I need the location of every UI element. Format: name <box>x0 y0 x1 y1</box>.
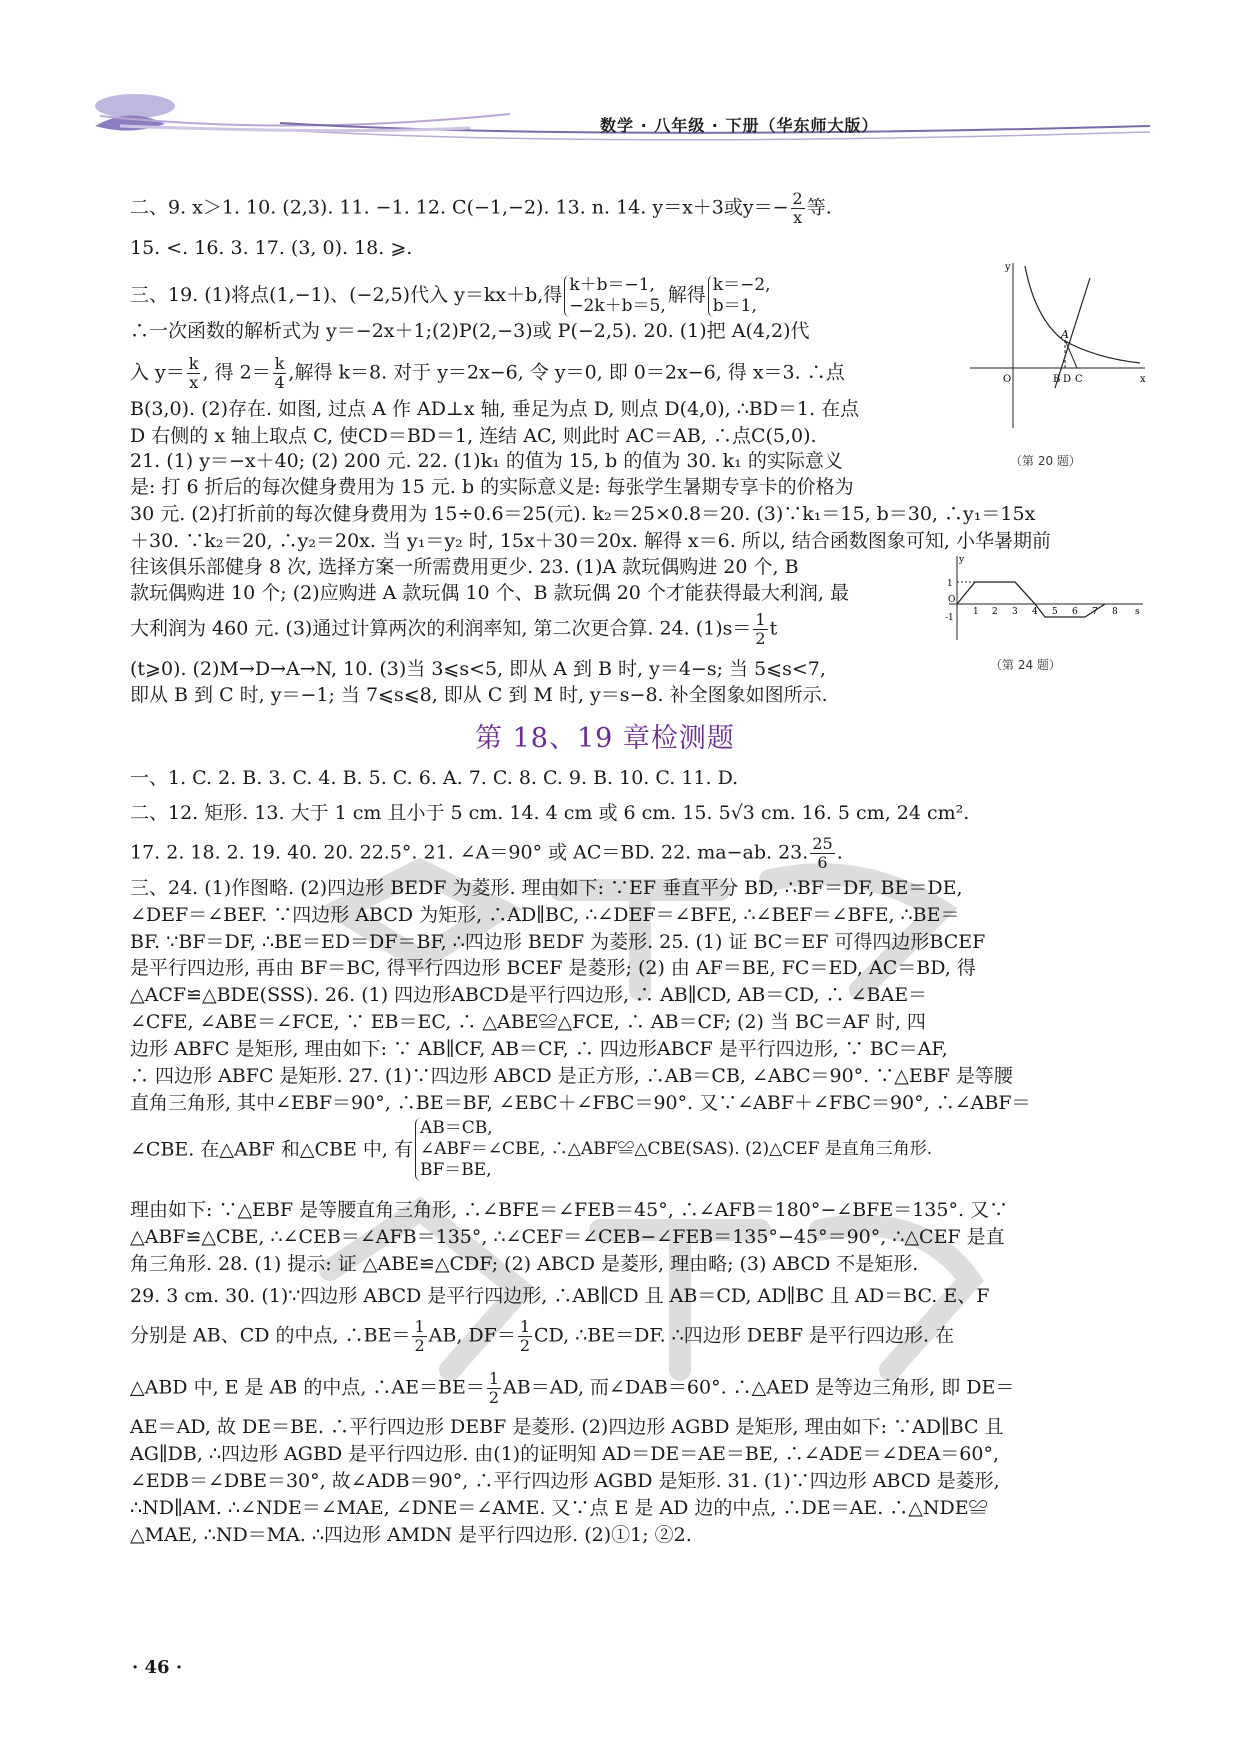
axis-label-y: y <box>959 555 965 565</box>
equation-system: AB＝CB, ∠ABF＝∠CBE, ∴△ABF≌△CBE(SAS). (2)△CEF 是直角三角形. BF＝BE, <box>415 1118 932 1181</box>
origin-label: O <box>948 595 956 605</box>
point-label-c: C <box>1075 374 1083 385</box>
answer-line: 30 元. (2)打折前的每次健身费用为 15÷0.6＝25(元). k₂＝25×0.8＝20. (3)∵k₁＝15, b＝30, ∴y₁＝15x <box>130 503 1036 525</box>
axis-label-s: s <box>1135 607 1140 617</box>
answer-line: 二、12. 矩形. 13. 大于 1 cm 且小于 5 cm. 14. 4 cm 或 6 cm. 15. 5√3 cm. 16. 5 cm, 24 cm². <box>130 802 970 824</box>
answer-line: 17. 2. 18. 2. 19. 40. 20. 22.5°. 21. ∠A＝90° 或 AC＝BD. 22. ma−ab. 23. $\frac{25}{6}$ . <box>130 834 843 872</box>
tick-label: 3 <box>1012 607 1018 617</box>
answer-line: ∴ 四边形 ABFC 是矩形. 27. (1)∵四边形 ABCD 是正方形, ∴AB＝CB, ∠ABC＝90°. ∵△EBF 是等腰 <box>130 1065 1013 1087</box>
answer-line: 三、19. (1)将点(1,−1)、(−2,5)代入 y＝kx＋b,得 k＋b＝−1, −2k＋b＝5, 解得 k＝−2, b＝1, <box>130 275 771 316</box>
answer-line: 一、1. C. 2. B. 3. C. 4. B. 5. C. 6. A. 7. C. 8. C. 9. B. 10. C. 11. D. <box>130 767 739 789</box>
answer-line: 入 y＝ $\frac{k}{x}$ , 得 2＝ $\frac{k}{4}$ ,解得 k＝8. 对于 y＝2x−6, 令 y＝0, 即 0＝2x−6, 得 x＝3. ∴点 <box>130 354 845 392</box>
answer-line: 是: 打 6 折后的每次健身费用为 15 元. b 的实际意义是: 每张学生暑期专享卡的价格为 <box>130 476 854 498</box>
answer-line: ∠DEF＝∠BEF. ∵四边形 ABCD 为矩形, ∴AD∥BC, ∴∠DEF＝∠BFE, ∴∠BEF＝∠BFE, ∴BE＝ <box>130 904 960 926</box>
answer-line: △ABD 中, E 是 AB 的中点, ∴AE＝BE＝ $\frac{1}{2}$ AB＝AD, 而∠DAB＝60°. ∴△AED 是等边三角形, 即 DE＝ <box>130 1369 1015 1407</box>
section-title: 第 18、19 章检测题 <box>475 723 735 754</box>
answer-line: ∠EDB＝∠DBE＝30°, 故∠ADB＝90°, ∴平行四边形 AGBD 是矩形. 31. (1)∵四边形 ABCD 是菱形, <box>130 1470 1000 1492</box>
answer-line: 大利润为 460 元. (3)通过计算两次的利润率知, 第二次更合算. 24. (1)s＝ $\frac{1}{2}$ t <box>130 610 778 648</box>
answer-line: 边形 ABFC 是矩形, 理由如下: ∵ AB∥CF, AB＝CF, ∴ 四边形ABCF 是平行四边形, ∵ BC＝AF, <box>130 1038 948 1060</box>
axis-label-y: y <box>1005 262 1011 273</box>
answer-line: 即从 B 到 C 时, y＝−1; 当 7⩽s⩽8, 即从 C 到 M 时, y＝s−8. 补全图象如图所示. <box>130 684 828 706</box>
figure-24-caption: （第 24 题） <box>990 658 1061 672</box>
answer-line: ∴一次函数的解析式为 y＝−2x＋1;(2)P(2,−3)或 P(−2,5). 20. (1)把 A(4,2)代 <box>130 320 810 342</box>
answer-line: 往该俱乐部健身 8 次, 选择方案一所需费用更少. 23. (1)A 款玩偶购进 20 个, B <box>130 556 799 578</box>
answer-line: 直角三角形, 其中∠EBF＝90°, ∴BE＝BF, ∠EBC＋∠FBC＝90°. 又∵∠ABF＋∠FBC＝90°, ∴∠ABF＝ <box>130 1092 1031 1114</box>
figure-20-caption: （第 20 题） <box>1010 454 1081 468</box>
tick-label: 1 <box>947 579 953 589</box>
answer-line: ∴ND∥AM. ∴∠NDE＝∠MAE, ∠DNE＝∠AME. 又∵点 E 是 AD 边的中点, ∴DE＝AE. ∴△NDE≌ <box>130 1497 988 1519</box>
point-label-b: B <box>1053 374 1061 385</box>
answer-line: 二、9. x＞1. 10. (2,3). 11. −1. 12. C(−1,−2). 13. n. 14. y＝x＋3或y＝− $\frac{2}{x}$ 等. <box>130 189 832 227</box>
answer-line: △ABF≌△CBE, ∴∠CEB＝∠AFB＝135°, ∴∠CEF＝∠CEB−∠FEB＝135°−45°＝90°, ∴△CEF 是直 <box>130 1226 1005 1248</box>
answer-line: 21. (1) y＝−x＋40; (2) 200 元. 22. (1)k₁ 的值为 15, b 的值为 30. k₁ 的实际意义 <box>130 450 843 472</box>
tick-label: 4 <box>1032 607 1038 617</box>
answer-line: 29. 3 cm. 30. (1)∵四边形 ABCD 是平行四边形, ∴AB∥CD 且 AB＝CD, AD∥BC 且 AD＝BC. E、F <box>130 1285 990 1307</box>
point-label-a: A <box>1061 328 1069 341</box>
answer-line: △ACF≌△BDE(SSS). 26. (1) 四边形ABCD是平行四边形, ∴ AB∥CD, AB＝CD, ∴ ∠BAE＝ <box>130 984 928 1006</box>
answer-line: D 右侧的 x 轴上取点 C, 使CD＝BD＝1, 连结 AC, 则此时 AC＝AB, ∴点C(5,0). <box>130 425 817 447</box>
figure-24-graph <box>945 552 1145 642</box>
answer-line: 15. <. 16. 3. 17. (3, 0). 18. ⩾. <box>130 237 413 259</box>
answer-line: 是平行四边形, 再由 BF＝BC, 得平行四边形 BCEF 是菱形; (2) 由 AF＝BE, FC＝ED, AC＝BD, 得 <box>130 957 976 979</box>
header-title: 数学 · 八年级 · 下册（华东师大版） <box>600 116 879 135</box>
page-number: · 46 · <box>132 1657 183 1678</box>
point-label-d: D <box>1063 374 1072 385</box>
tick-label: 1 <box>973 607 979 617</box>
origin-label: O <box>1003 374 1012 385</box>
answer-line: ＋30. ∵k₂＝20, ∴y₂＝20x. 当 y₁＝y₂ 时, 15x＋30＝20x. 解得 x＝6. 所以, 结合函数图象可知, 小华暑期前 <box>130 530 1051 552</box>
answer-line: BF. ∵BF＝DF, ∴BE＝ED＝DF＝BF, ∴四边形 BEDF 为菱形. 25. (1) 证 BC＝EF 可得四边形BCEF <box>130 931 986 953</box>
answer-line: 分别是 AB、CD 的中点, ∴BE＝ $\frac{1}{2}$ AB, DF＝ $\frac{1}{2}$ CD, ∴BE＝DF. ∴四边形 DEBF 是平行四边形. 在 <box>130 1317 955 1355</box>
figure-20-graph <box>965 258 1150 438</box>
answer-line: AG∥DB, ∴四边形 AGBD 是平行四边形. 由(1)的证明知 AD＝DE＝AE＝BE, ∴∠ADE＝∠DEA＝60°, <box>130 1443 1000 1465</box>
answer-line: 角三角形. 28. (1) 提示: 证 △ABE≌△CDF; (2) ABCD 是菱形, 理由略; (3) ABCD 不是矩形. <box>130 1253 919 1275</box>
tick-label: -1 <box>945 613 954 623</box>
fraction: $\frac{2}{x}$ <box>792 189 803 227</box>
answer-line: (t⩾0). (2)M→D→A→N, 10. (3)当 3⩽s<5, 即从 A 到 B 时, y＝4−s; 当 5⩽s<7, <box>130 658 826 680</box>
axis-label-x: x <box>1140 374 1146 385</box>
answer-line: 款玩偶购进 10 个; (2)应购进 A 款玩偶 10 个、B 款玩偶 20 个才能获得最大利润, 最 <box>130 582 850 604</box>
answer-line: AE＝AD, 故 DE＝BE. ∴平行四边形 DEBF 是菱形. (2)四边形 AGBD 是矩形, 理由如下: ∵AD∥BC 且 <box>130 1416 1004 1438</box>
equation-system: k＋b＝−1, −2k＋b＝5, <box>564 275 665 317</box>
answer-line: ∠CFE, ∠ABE＝∠FCE, ∵ EB＝EC, ∴ △ABE≌△FCE, ∴ AB＝CF; (2) 当 BC＝AF 时, 四 <box>130 1011 926 1033</box>
answer-line: ∠CBE. 在△ABF 和△CBE 中, 有 AB＝CB, ∠ABF＝∠CBE, ∴△ABF≌△CBE(SAS). (2)△CEF 是直角三角形. BF＝BE, <box>130 1118 933 1180</box>
answer-line: 三、24. (1)作图略. (2)四边形 BEDF 为菱形. 理由如下: ∵EF 垂直平分 BD, ∴BF＝DF, BE＝DE, <box>130 877 963 899</box>
answer-line: B(3,0). (2)存在. 如图, 过点 A 作 AD⊥x 轴, 垂足为点 D, 则点 D(4,0), ∴BD＝1. 在点 <box>130 398 860 420</box>
tick-label: 2 <box>992 607 998 617</box>
tick-label: 5 <box>1052 607 1058 617</box>
equation-system: k＝−2, b＝1, <box>708 275 771 317</box>
answer-line: △MAE, ∴ND＝MA. ∴四边形 AMDN 是平行四边形. (2)①1; ②2. <box>130 1524 692 1546</box>
tick-label: 6 <box>1072 607 1078 617</box>
tick-label: 7 <box>1092 607 1098 617</box>
tick-label: 8 <box>1112 607 1118 617</box>
answer-line: 理由如下: ∵△EBF 是等腰直角三角形, ∴∠BFE＝∠FEB＝45°, ∴∠AFB＝180°−∠BFE＝135°. 又∵ <box>130 1199 1009 1221</box>
